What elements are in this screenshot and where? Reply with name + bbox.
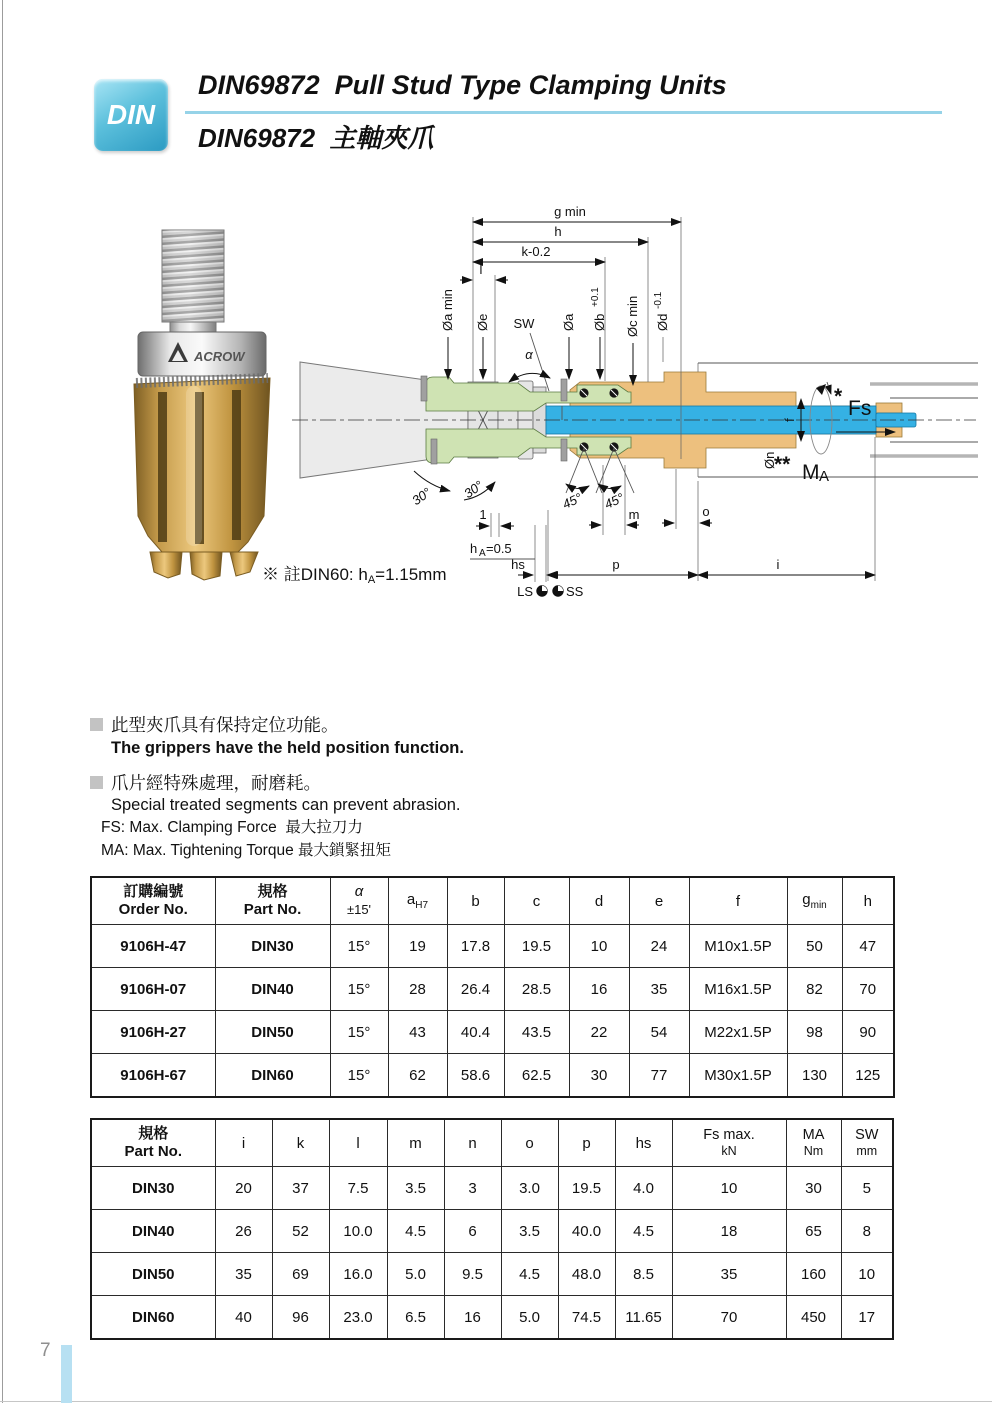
table-cell: 7.5: [329, 1167, 387, 1210]
table-cell: 4.5: [501, 1253, 558, 1296]
table-cell: 22: [569, 1011, 629, 1054]
table-cell: 26: [215, 1210, 272, 1253]
dimensions-table-2: [90, 1118, 894, 1340]
dim-oa-min: Øa min: [440, 289, 455, 331]
table-cell: 43.5: [504, 1011, 569, 1054]
col-part-no: 規格 Part No.: [215, 877, 330, 925]
col-c: c: [504, 877, 569, 925]
table-cell: 3.0: [501, 1167, 558, 1210]
col-e: e: [629, 877, 689, 925]
fs-footnote-star: *: [834, 385, 843, 408]
table-cell: 3.5: [387, 1167, 444, 1210]
table-cell: 11.65: [615, 1296, 672, 1340]
table-cell: M22x1.5P: [689, 1011, 787, 1054]
col-fs-max: Fs max. kN: [672, 1119, 786, 1167]
col-order-no: 訂購編號 Order No.: [91, 877, 215, 925]
table-cell: 35: [215, 1253, 272, 1296]
col-k: k: [272, 1119, 329, 1167]
table-cell: 47: [842, 925, 894, 968]
table-row: [91, 1054, 894, 1098]
table-cell: DIN30: [91, 1167, 215, 1210]
dim-m: m: [628, 507, 640, 522]
col-h: h: [842, 877, 894, 925]
table-cell: 10.0: [329, 1210, 387, 1253]
col-n: n: [444, 1119, 501, 1167]
table-row: [91, 968, 894, 1011]
table-cell: 43: [388, 1011, 447, 1054]
table-cell: 40: [215, 1296, 272, 1340]
table-cell: 16: [444, 1296, 501, 1340]
table-cell: 65: [786, 1210, 841, 1253]
table-cell: 74.5: [558, 1296, 615, 1340]
dim-f: f: [782, 418, 797, 422]
dim-o: o: [702, 504, 710, 519]
table-cell: 40.0: [558, 1210, 615, 1253]
table-cell: 130: [787, 1054, 842, 1098]
table-cell: 20: [215, 1167, 272, 1210]
table-cell: DIN40: [215, 968, 330, 1011]
col-b: b: [447, 877, 504, 925]
dim-od: Ød: [655, 313, 670, 331]
col-a: $a_{H7}$: [388, 877, 447, 925]
col-f: f: [689, 877, 787, 925]
table-cell: M16x1.5P: [689, 968, 787, 1011]
col-o: o: [501, 1119, 558, 1167]
table-cell: 69: [272, 1253, 329, 1296]
table-cell: 35: [629, 968, 689, 1011]
col-g-min: $g_{min}$: [787, 877, 842, 925]
footer-accent-bar: [61, 1345, 72, 1403]
table-cell: 96: [272, 1296, 329, 1340]
feature-en: The grippers have the held position function.: [111, 738, 464, 757]
dim-i: i: [776, 557, 780, 572]
table-cell: 70: [672, 1296, 786, 1340]
page-number: 7: [40, 1340, 51, 1361]
table-cell: 5: [841, 1167, 893, 1210]
table-cell: 15°: [330, 1054, 388, 1098]
table-cell: DIN60: [91, 1296, 215, 1340]
ma-footnote-stars: **: [774, 453, 791, 476]
table-cell: 58.6: [447, 1054, 504, 1098]
table-cell: 37: [272, 1167, 329, 1210]
table-cell: 62: [388, 1054, 447, 1098]
table-cell: 28.5: [504, 968, 569, 1011]
table-cell: 160: [786, 1253, 841, 1296]
feature-list: [90, 714, 710, 829]
table-cell: 24: [629, 925, 689, 968]
acrow-brand-text: ACROW: [194, 349, 245, 364]
table-cell: 6.5: [387, 1296, 444, 1340]
table-cell: DIN50: [91, 1253, 215, 1296]
col-p: p: [558, 1119, 615, 1167]
col-i: i: [215, 1119, 272, 1167]
din60-note: ※ 註DIN60: hA=1.15mm: [262, 565, 447, 586]
col-ma: MA Nm: [786, 1119, 841, 1167]
table-header-row: [91, 1119, 893, 1167]
table-cell: DIN30: [215, 925, 330, 968]
ma-label-sub: A: [819, 468, 830, 485]
col-hs: hs: [615, 1119, 672, 1167]
dim-p: p: [612, 557, 620, 572]
dim-ob-tol: +0.1: [590, 287, 601, 307]
dim-ha-val: =0.5: [486, 541, 512, 556]
dim-oe: Øe: [475, 313, 490, 331]
table-cell: 98: [787, 1011, 842, 1054]
table-cell: 15°: [330, 925, 388, 968]
dim-l: l: [479, 262, 483, 277]
table-row: [91, 1253, 893, 1296]
table-cell: 77: [629, 1054, 689, 1098]
table-cell: 9106H-47: [91, 925, 215, 968]
col-d: d: [569, 877, 629, 925]
table-cell: M10x1.5P: [689, 925, 787, 968]
table-row: [91, 925, 894, 968]
col-sw: SW mm: [841, 1119, 893, 1167]
square-bullet-icon: [90, 718, 103, 731]
table-cell: 26.4: [447, 968, 504, 1011]
table-cell: 8.5: [615, 1253, 672, 1296]
table-cell: 23.0: [329, 1296, 387, 1340]
title-divider: [185, 111, 942, 114]
square-bullet-icon: [90, 776, 103, 789]
symbol-ls: LS: [517, 584, 533, 599]
table-cell: 82: [787, 968, 842, 1011]
table-cell: 450: [786, 1296, 841, 1340]
feature-zh: 此型夾爪具有保持定位功能。: [111, 715, 339, 735]
dim-ha-sub: A: [479, 548, 486, 559]
table-cell: 18: [672, 1210, 786, 1253]
dimensions-table-1: [90, 876, 895, 1098]
table-row: [91, 1296, 893, 1340]
technical-drawing: [278, 185, 984, 610]
table-cell: 50: [787, 925, 842, 968]
table-cell: M30x1.5P: [689, 1054, 787, 1098]
feature-zh: 爪片經特殊處理，耐磨耗。: [111, 772, 321, 793]
table-cell: 30: [569, 1054, 629, 1098]
table-cell: 5.0: [501, 1296, 558, 1340]
dim-sw: SW: [513, 316, 535, 331]
dim-ob: Øb: [592, 313, 607, 331]
symbol-ss: SS: [566, 584, 584, 599]
table-cell: 19.5: [504, 925, 569, 968]
table-cell: 3: [444, 1167, 501, 1210]
legend-ma: MA: Max. Tightening Torque 最大鎖緊扭矩: [101, 842, 392, 860]
table-cell: 9106H-27: [91, 1011, 215, 1054]
table-cell: 62.5: [504, 1054, 569, 1098]
table-header-row: [91, 877, 894, 925]
col-l: l: [329, 1119, 387, 1167]
table-cell: 125: [842, 1054, 894, 1098]
dim-h: h: [554, 224, 562, 239]
dim-30deg-2: 30°: [461, 477, 486, 502]
dim-hs: hs: [511, 557, 525, 572]
table-row: [91, 1167, 893, 1210]
dim-45deg-1: 45°: [560, 489, 585, 512]
col-m: m: [387, 1119, 444, 1167]
feature-item: [90, 714, 710, 761]
table-row: [91, 1011, 894, 1054]
table-cell: DIN60: [215, 1054, 330, 1098]
dim-oc-min: Øc min: [625, 295, 640, 337]
table-cell: 9106H-67: [91, 1054, 215, 1098]
table-cell: 4.0: [615, 1167, 672, 1210]
table-cell: 17: [841, 1296, 893, 1340]
dim-k: k-0.2: [521, 244, 551, 259]
table-cell: 9.5: [444, 1253, 501, 1296]
table-cell: 28: [388, 968, 447, 1011]
table-cell: 10: [569, 925, 629, 968]
table-cell: 15°: [330, 1011, 388, 1054]
table-cell: 9106H-07: [91, 968, 215, 1011]
table-cell: 17.8: [447, 925, 504, 968]
dim-od-tol: -0.1: [653, 291, 664, 309]
table-cell: 15°: [330, 968, 388, 1011]
table-cell: 10: [672, 1167, 786, 1210]
dim-g-min: g min: [554, 204, 586, 219]
col-part-no: 規格 Part No.: [91, 1119, 215, 1167]
pull-stud-photo-shapes: [134, 230, 270, 580]
symbol-legend: [101, 816, 391, 863]
table-cell: DIN40: [91, 1210, 215, 1253]
col-alpha: α ±15': [330, 877, 388, 925]
page-title-zh: DIN69872 主軸夾爪: [198, 123, 434, 153]
din-badge: DIN: [94, 79, 168, 151]
table-cell: 19: [388, 925, 447, 968]
table-cell: 10: [841, 1253, 893, 1296]
feature-en: Special treated segments can prevent abrasion.: [111, 796, 461, 815]
page-title-en: DIN69872 Pull Stud Type Clamping Units: [198, 70, 727, 100]
dim-oa: Øa: [561, 313, 576, 331]
table-cell: 48.0: [558, 1253, 615, 1296]
table-cell: 3.5: [501, 1210, 558, 1253]
table-cell: 5.0: [387, 1253, 444, 1296]
table-cell: 35: [672, 1253, 786, 1296]
table-cell: 19.5: [558, 1167, 615, 1210]
table-cell: 16: [569, 968, 629, 1011]
feature-item: [90, 772, 710, 819]
table-cell: 70: [842, 968, 894, 1011]
dim-45deg-2: 45°: [602, 489, 627, 512]
table-cell: 52: [272, 1210, 329, 1253]
dim-1: 1: [479, 507, 487, 522]
legend-fs: FS: Max. Clamping Force 最大拉刀力: [101, 819, 363, 836]
table-cell: 6: [444, 1210, 501, 1253]
dim-on: Øn: [762, 451, 777, 469]
table-cell: 90: [842, 1011, 894, 1054]
page-scan-edge: [2, 0, 3, 1403]
ma-label: M: [802, 461, 820, 484]
dim-30deg-1: 30°: [409, 484, 434, 509]
fs-label: Fs: [848, 397, 872, 420]
table-cell: DIN50: [215, 1011, 330, 1054]
table-cell: 54: [629, 1011, 689, 1054]
table-cell: 30: [786, 1167, 841, 1210]
table-row: [91, 1210, 893, 1253]
table-cell: 4.5: [387, 1210, 444, 1253]
table-cell: 8: [841, 1210, 893, 1253]
table-cell: 40.4: [447, 1011, 504, 1054]
table-cell: 4.5: [615, 1210, 672, 1253]
dim-alpha: α: [525, 347, 533, 362]
dim-ha: h: [470, 541, 478, 556]
table-cell: 16.0: [329, 1253, 387, 1296]
page-bottom-edge: [0, 1401, 992, 1402]
